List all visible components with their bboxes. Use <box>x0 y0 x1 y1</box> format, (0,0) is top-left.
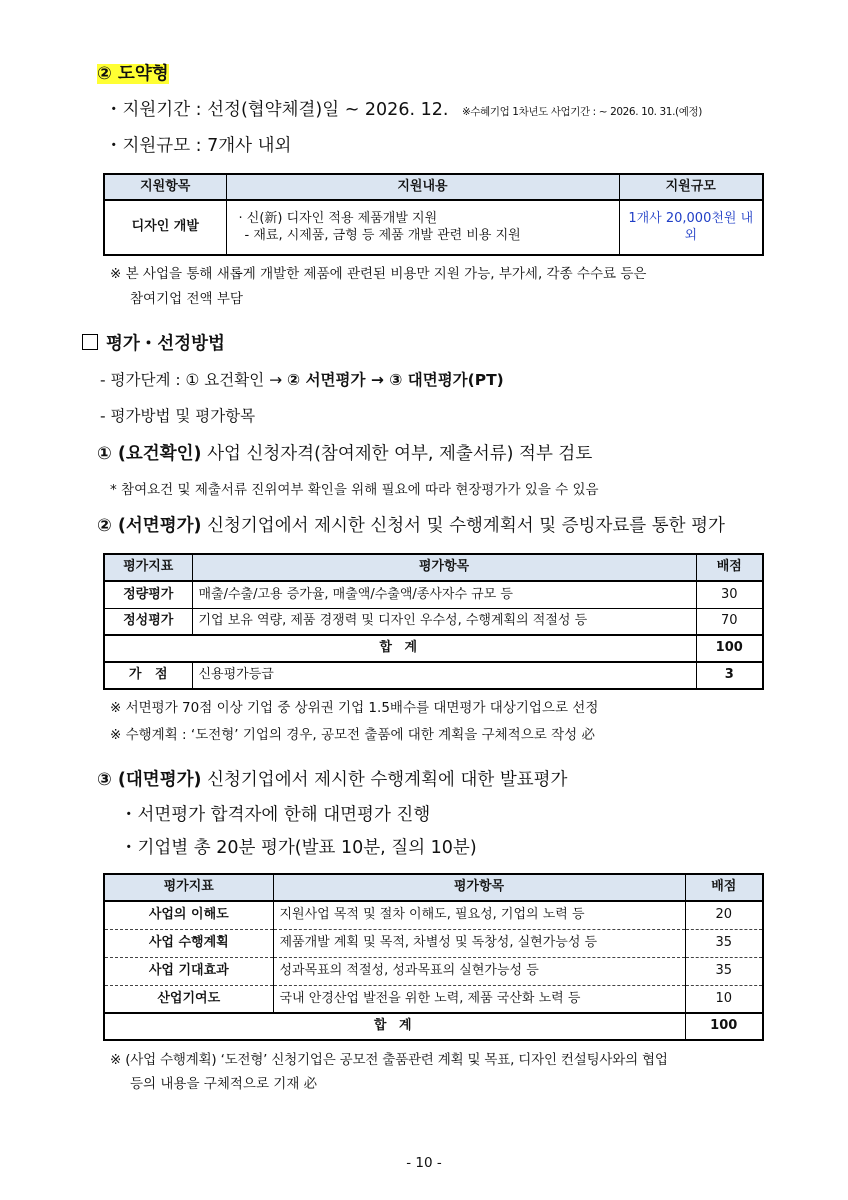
page-number: - 10 - <box>406 1155 442 1171</box>
row-indicator: 정성평가 <box>104 608 192 635</box>
total-row <box>104 1013 763 1040</box>
total-score: 100 <box>696 635 763 662</box>
support-period: ・지원기간 : 선정(협약체결)일 ~ 2026. 12. ※수혜기업 1차년도 사업기간 : ~ 2026. 10. 31.(예정) <box>105 100 702 120</box>
checkbox-square-icon <box>82 334 98 350</box>
total-score: 100 <box>685 1013 763 1040</box>
table-row <box>104 581 763 608</box>
bonus-label: 가 점 <box>104 662 192 689</box>
note-line: 등의 내용을 구체적으로 기재 必 <box>130 1076 318 1092</box>
support-scale: ・지원규모 : 7개사 내외 <box>105 136 292 156</box>
section-heading: 평가・선정방법 <box>82 330 225 355</box>
table-header: 평가지표 <box>104 874 273 901</box>
row-indicator: 사업의 이해도 <box>104 901 273 929</box>
step3: ③ (대면평가) 신청기업에서 제시한 수행계획에 대한 발표평가 <box>97 770 568 790</box>
table-header: 배점 <box>696 554 763 581</box>
bonus-score: 3 <box>696 662 763 689</box>
table-row <box>104 901 763 929</box>
note-line: ※ 수행계획 : ‘도전형’ 기업의 경우, 공모전 출품에 대한 계획을 구체적으로 작성 必 <box>110 727 595 743</box>
section-title: ② 도약형 <box>97 64 169 84</box>
eval-steps: - 평가단계 : ① 요건확인 → ② 서면평가 → ③ 대면평가(PT) <box>100 371 504 389</box>
table-header: 지원규모 <box>619 174 763 200</box>
table-row <box>104 929 763 957</box>
table-row <box>104 985 763 1013</box>
row-item: 지원사업 목적 및 절차 이해도, 필요성, 기업의 노력 등 <box>273 901 685 929</box>
note-line: ※ 서면평가 70점 이상 기업 중 상위권 기업 1.5배수를 대면평가 대상기업으로 선정 <box>110 700 599 716</box>
step1: ① (요건확인) 사업 신청자격(참여제한 여부, 제출서류) 적부 검토 <box>97 444 593 464</box>
row-indicator: 산업기여도 <box>104 985 273 1013</box>
table-header: 평가항목 <box>273 874 685 901</box>
step2: ② (서면평가) 신청기업에서 제시한 신청서 및 수행계획서 및 증빙자료를 통한 평가 <box>97 516 725 536</box>
row-indicator: 사업 기대효과 <box>104 957 273 985</box>
step3-bullet: ・기업별 총 20분 평가(발표 10분, 질의 10분) <box>120 838 477 858</box>
table-header: 지원항목 <box>104 174 226 200</box>
support-table <box>103 173 764 256</box>
row-score: 20 <box>685 901 763 929</box>
table-header: 평가지표 <box>104 554 192 581</box>
note-line: 참여기업 전액 부담 <box>130 291 243 307</box>
total-row <box>104 635 763 662</box>
bonus-item: 신용평가등급 <box>192 662 696 689</box>
row-score: 35 <box>685 957 763 985</box>
bonus-row <box>104 662 763 689</box>
support-content-line: · 신(新) 디자인 적용 제품개발 지원 <box>238 211 438 227</box>
support-content-line: - 재료, 시제품, 금형 등 제품 개발 관련 비용 지원 <box>244 227 521 243</box>
row-item: 매출/수출/고용 증가율, 매출액/수출액/종사자수 규모 등 <box>192 581 696 608</box>
note-line: ※ (사업 수행계획) ‘도전형’ 신청기업은 공모전 출품관련 계획 및 목표, 디자인 컨설팅사와의 협업 <box>110 1052 668 1068</box>
row-score: 10 <box>715 990 733 1006</box>
eval-table-presentation <box>103 873 764 1041</box>
support-amount: 1개사 20,000천원 내외 <box>619 200 763 255</box>
step1-note: * 참여요건 및 제출서류 진위여부 확인을 위해 필요에 따라 현장평가가 있을 수 있음 <box>110 482 599 498</box>
table-header: 지원내용 <box>226 174 619 200</box>
table-row <box>104 608 763 635</box>
table-header: 배점 <box>685 874 763 901</box>
row-item: 국내 안경산업 발전을 위한 노력, 제품 국산화 노력 등 <box>273 985 685 1013</box>
table-row <box>104 957 763 985</box>
support-content <box>226 200 619 255</box>
row-score: 30 <box>696 581 763 608</box>
row-score: 70 <box>696 608 763 635</box>
row-indicator: 정량평가 <box>104 581 192 608</box>
row-item: 제품개발 계획 및 목적, 차별성 및 독창성, 실현가능성 등 <box>273 929 685 957</box>
support-item: 디자인 개발 <box>104 200 226 255</box>
eval-table-written <box>103 553 764 690</box>
eval-method: - 평가방법 및 평가항목 <box>100 407 256 425</box>
row-item: 성과목표의 적절성, 성과목표의 실현가능성 등 <box>273 957 685 985</box>
step3-bullet: ・서면평가 합격자에 한해 대면평가 진행 <box>120 805 431 825</box>
total-label: 합 계 <box>104 1013 685 1040</box>
row-indicator: 사업 수행계획 <box>104 929 273 957</box>
period-note: ※수혜기업 1차년도 사업기간 : ~ 2026. 10. 31.(예정) <box>462 106 702 118</box>
row-score: 35 <box>685 929 763 957</box>
total-label: 합 계 <box>104 635 696 662</box>
table-header: 평가항목 <box>192 554 696 581</box>
note-line: ※ 본 사업을 통해 새롭게 개발한 제품에 관련된 비용만 지원 가능, 부가세, 각종 수수료 등은 <box>110 266 647 282</box>
row-item: 기업 보유 역량, 제품 경쟁력 및 디자인 우수성, 수행계획의 적절성 등 <box>192 608 696 635</box>
